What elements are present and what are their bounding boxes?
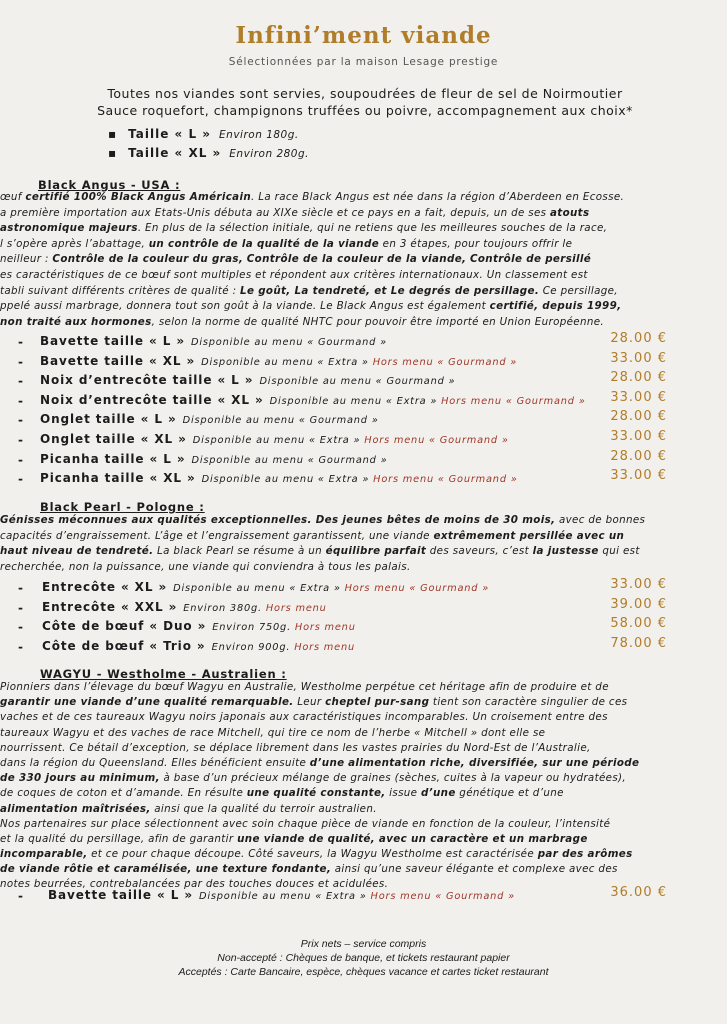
section-heading-wagyu: WAGYU - Westholme - Australien : [40,667,287,681]
hors-menu-note: Hors menu « Gourmand » [344,583,490,594]
menu-item-price: 28.00 € [610,448,667,464]
menu-item-name [40,373,455,387]
dash-bullet: - [18,472,23,487]
availability-text: Disponible au menu « Extra » [201,474,370,486]
menu-item-label: Entrecôte « XXL » [42,599,178,614]
description-line: a première importation aux Etats-Unis débuta au XIXe siècle et ce pays en a fait, depuis, un de ses atouts [0,206,590,219]
menu-item-name [40,334,387,348]
footer-accepted: Acceptés : Carte Bancaire, espèce, chèques vacance et cartes ticket restaurant [178,966,549,978]
menu-item-price: 33.00 € [610,429,667,444]
menu-item [0,468,727,489]
menu-item-name [42,619,356,633]
description-line: de viande rôtie et caramélisée, une texture fondante, ainsi qu’une saveur élégante et complexe avec des [0,863,618,876]
menu-item-label: Noix d’entrecôte taille « XL » [40,392,264,407]
menu-item-name [40,471,518,485]
menu-item-info [191,337,387,348]
description-line: taureaux Wagyu et des vaches de race Mitchell, qui tire ce nom de l’herbe « Mitchell » dont elle se [0,726,546,739]
hors-menu-note: Hors menu [294,641,355,653]
menu-item-price: 39.00 € [610,596,667,612]
menu-item-name [42,639,355,653]
availability-text: Disponible au menu « Extra » [173,583,341,594]
availability-text: Environ 900g. [211,641,291,653]
page-title: Infini’ment viande [235,22,492,49]
description-line: non traité aux hormones, selon la norme de qualité NHTC pour pouvoir être importé en Union Européenne. [0,315,605,328]
footer-prices: Prix nets – service compris [300,938,427,950]
menu-item [0,616,727,637]
description-line: tabli suivant différents critères de qualité : Le goût, La tendreté, et Le degrés de persillage. Ce persillage, [0,284,618,297]
size-option [108,127,299,141]
menu-item-info [199,891,515,902]
description-line: alimentation maîtrisées, ainsi que la qualité du terroir australien. [0,802,377,815]
menu-item-label: Onglet taille « XL » [40,432,187,446]
menu-item [0,409,727,430]
menu-item-price: 78.00 € [610,635,667,651]
menu-item-info [191,455,387,466]
menu-item-label: Noix d’entrecôte taille « L » [40,373,254,388]
page-subtitle: Sélectionnées par la maison Lesage prestige [228,56,499,68]
menu-item-name [40,412,379,426]
intro-line-2: Sauce roquefort, champignons truffées ou poivre, accompagnement aux choix* [97,103,633,118]
availability-text: Disponible au menu « Extra » [192,435,361,446]
size-detail: Environ 180g. [219,129,299,141]
menu-item-name [40,432,509,446]
dash-bullet: - [18,600,23,615]
menu-item-label: Picanha taille « L » [40,451,186,466]
menu-item-label: Bavette taille « L » [48,888,193,902]
menu-item-price: 33.00 € [610,577,667,592]
menu-item-info [183,603,326,614]
menu-item-info [259,376,455,387]
description-line: capacités d’engraissement. L’âge et l’engraissement garantissent, une viande extrêmement persillée avec un [0,529,625,542]
menu-item-price: 28.00 € [610,409,667,425]
menu-item [0,331,727,352]
availability-text: Disponible au menu « Gourmand » [182,415,379,427]
availability-text: Disponible au menu « Extra » [199,891,367,902]
menu-item-price: 33.00 € [610,468,667,484]
menu-item-price: 33.00 € [610,350,667,366]
hors-menu-note: Hors menu « Gourmand » [370,891,515,902]
size-detail: Environ 280g. [229,148,309,160]
dash-bullet: - [18,581,23,595]
description-line: Nos partenaires sur place sélectionnent avec soin chaque pièce de viande en fonction de la couleur, l’intensité [0,817,611,830]
menu-item-name [42,600,327,614]
menu-item-name [48,888,515,902]
hors-menu-note: Hors menu « Gourmand » [373,474,518,486]
availability-text: Environ 750g. [212,622,291,633]
dash-bullet: - [18,433,23,447]
menu-item-info [183,415,379,426]
description-line: astronomique majeurs. En plus de la sélection initiale, qui ne retiens que les meilleures souches de la race, [0,222,608,235]
menu-item-label: Entrecôte « XL » [42,580,168,594]
description-line: incomparable, et ce pour chaque découpe. Côté saveurs, la Wagyu Westholme est caractérisée par des arômes [0,848,633,861]
hors-menu-note: Hors menu « Gourmand » [364,435,509,446]
menu-item-info [212,642,355,653]
description-line: nourrissent. Ce bétail d’exception, se déplace librement dans les vastes prairies du Nord-Est de l’Australie, [0,741,591,754]
menu-item-name [40,354,517,368]
section-description-wagyu [0,680,700,893]
description-line: haut niveau de tendreté. La black Pearl se résume à un équilibre parfait des saveurs, c’est la justesse qui est [0,545,640,558]
dash-bullet: - [18,393,23,408]
description-line: notes beurrées, contrebalancées par des touches douces et acidulées. [0,878,389,891]
description-line: recherchée, non la puissance, une viande qui conviendra à tous les palais. [0,560,411,573]
menu-item-label: Côte de bœuf « Duo » [42,619,207,633]
dash-bullet: - [18,620,23,634]
section-description-black-pearl [0,513,700,575]
section-heading-black-pearl: Black Pearl - Pologne : [40,500,205,514]
section-description-black-angus [0,190,700,330]
dash-bullet: - [18,413,23,428]
menu-item [0,577,727,598]
size-name: Taille « XL » [128,146,222,160]
menu-item-price: 33.00 € [610,389,667,405]
description-line: l s’opère après l’abattage, un contrôle de la qualité de la viande en 3 étapes, pour toujours offrir le [0,237,573,250]
menu-item-info [173,583,489,594]
bullet-icon: ▪ [108,127,117,141]
availability-text: Disponible au menu « Gourmand » [191,454,388,466]
hors-menu-note: Hors menu « Gourmand » [372,356,518,368]
menu-item-info [202,474,518,485]
menu-item [0,635,727,657]
hors-menu-note: Hors menu « Gourmand » [441,395,586,407]
intro-line-1: Toutes nos viandes sont servies, soupoudrées de fleur de sel de Noirmoutier [107,86,623,101]
menu-item-info [270,396,586,407]
availability-text: Environ 380g. [183,602,262,614]
menu-item-price: 36.00 € [610,885,667,900]
description-line: ppelé aussi marbrage, donnera tout son goût à la viande. Le Black Angus est également certifié, depuis 1999, [0,300,622,313]
size-name: Taille « L » [128,127,212,141]
menu-item-label: Picanha taille « XL » [40,471,196,486]
availability-text: Disponible au menu « Gourmand » [259,376,456,388]
availability-text: Disponible au menu « Gourmand » [191,337,387,348]
description-line: de 330 jours au minimum, à base d’un précieux mélange de graines (sèches, cuites à la vapeur ou hydratées), [0,772,627,785]
menu-item-name [42,580,489,594]
hors-menu-note: Hors menu [294,622,356,633]
menu-item [0,885,727,906]
dash-bullet: - [18,639,23,654]
description-line: vaches et de ces taureaux Wagyu noirs japonais aux caractéristiques incomparables. Un croisement entre des [0,711,608,724]
menu-item-label: Bavette taille « XL » [40,353,196,368]
description-line: es caractéristiques de ce bœuf sont multiples et répondent aux critères internationaux. Un classement est [0,268,588,281]
dash-bullet: - [18,335,23,349]
menu-item-name [40,393,586,407]
menu-item-label: Bavette taille « L » [40,334,185,348]
menu-item [0,448,727,470]
description-line: de coques de coton et d’amande. En résulte une qualité constante, issue d’une génétique et d’une [0,787,564,800]
menu-item-label: Côte de bœuf « Trio » [42,638,206,653]
menu-item [0,350,727,372]
description-line: Génisses méconnues aux qualités exceptionnelles. Des jeunes bêtes de moins de 30 mois, avec de bonnes [0,514,646,526]
availability-text: Disponible au menu « Extra » [269,395,438,407]
menu-item-info [193,435,509,446]
description-line: Pionniers dans l’élevage du bœuf Wagyu en Australie, Westholme perpétue cet héritage afin de produire et de [0,681,609,693]
description-line: et la qualité du persillage, afin de garantir une viande de qualité, avec un caractère et un marbrage [0,832,588,845]
dash-bullet: - [18,889,23,903]
menu-item-label: Onglet taille « L » [40,412,177,427]
menu-item [0,389,727,411]
description-line: garantir une viande d’une qualité remarquable. Leur cheptel pur-sang tient son caractère singulier de ces [0,696,628,709]
menu-item-info [212,622,355,633]
size-option [108,146,309,160]
menu-item-info [201,357,517,368]
menu-item-price: 28.00 € [610,370,667,386]
menu-item [0,429,727,450]
menu-item-price: 28.00 € [610,331,667,346]
menu-item-price: 58.00 € [610,616,667,631]
description-line: neilleur : Contrôle de la couleur du gras, Contrôle de la couleur de la viande, Contrôle de persillé [0,253,592,266]
section-heading-black-angus: Black Angus - USA : [38,178,181,192]
menu-item-name [40,452,387,466]
description-line: dans la région du Queensland. Elles bénéficient ensuite d’une alimentation riche, diversifiée, sur une période [0,756,640,769]
menu-item [0,370,727,391]
hors-menu-note: Hors menu [265,602,327,614]
availability-text: Disponible au menu « Extra » [201,356,369,368]
dash-bullet: - [18,374,23,389]
footer-not-accepted: Non-accepté : Chèques de banque, et tickets restaurant papier [217,952,510,964]
description-line: œuf certifié 100% Black Angus Américain. La race Black Angus est née dans la région d’Aberdeen en Ecosse. [0,191,625,203]
bullet-icon: ▪ [108,146,117,160]
menu-item [0,596,727,618]
dash-bullet: - [18,452,23,467]
dash-bullet: - [18,354,23,369]
